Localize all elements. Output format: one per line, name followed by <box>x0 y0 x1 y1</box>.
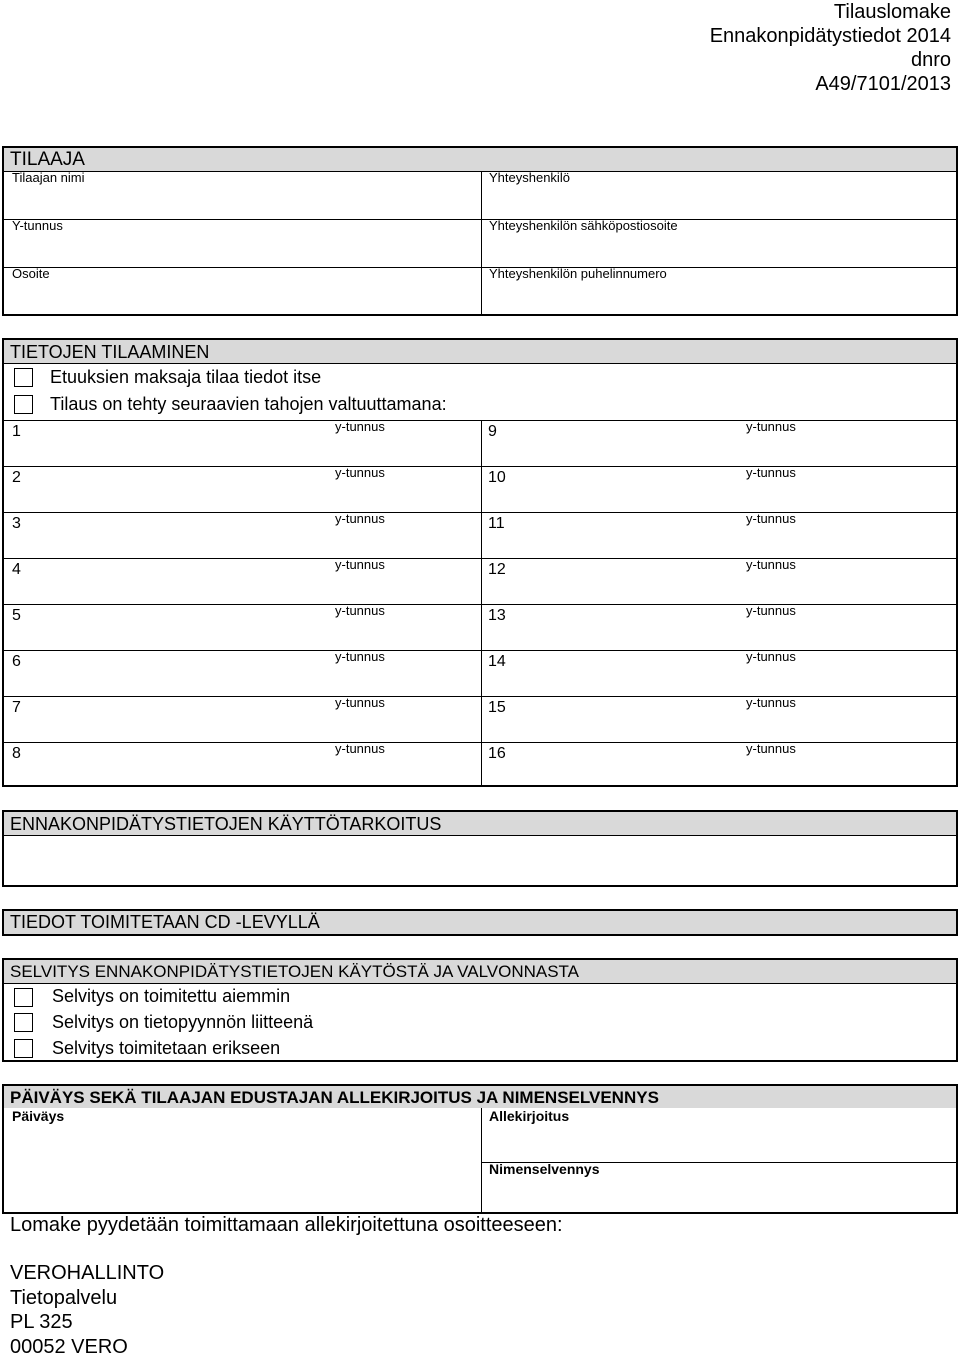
cd-section <box>2 909 958 936</box>
option-authorized-label: Tilaus on tehty seuraavien tahojen valtuuttamana: <box>50 394 447 414</box>
address-line-3: PL 325 <box>10 1311 73 1333</box>
row-number-4: 4 <box>12 561 21 578</box>
row-9-ytunnus-field[interactable]: y-tunnus <box>746 419 796 434</box>
row-number-9: 9 <box>488 423 497 440</box>
cd-title: TIEDOT TOIMITETAAN CD -LEVYLLÄ <box>4 911 956 934</box>
row-number-3: 3 <box>12 515 21 532</box>
contact-phone-field[interactable]: Yhteyshenkilön puhelinnumero <box>489 266 667 281</box>
allekirjoitus-section <box>2 1084 958 1214</box>
row-number-15: 15 <box>488 699 506 716</box>
kayttotarkoitus-input[interactable] <box>4 837 956 885</box>
selvitys-option3-checkbox[interactable] <box>14 1039 33 1058</box>
row-number-1: 1 <box>12 423 21 440</box>
option-authorized-checkbox[interactable] <box>14 395 33 414</box>
row-number-6: 6 <box>12 653 21 670</box>
tilaaminen-section <box>2 338 958 787</box>
option-self-checkbox[interactable] <box>14 368 33 387</box>
dnro-label: dnro <box>910 49 951 71</box>
row-11-ytunnus-field[interactable]: y-tunnus <box>746 511 796 526</box>
row-1-ytunnus-field[interactable]: y-tunnus <box>335 419 385 434</box>
date-field[interactable]: Päiväys <box>12 1108 65 1124</box>
row-16-ytunnus-field[interactable]: y-tunnus <box>746 741 796 756</box>
address-line-4: 00052 VERO <box>10 1336 128 1358</box>
row-5-ytunnus-field[interactable]: y-tunnus <box>335 603 385 618</box>
kayttotarkoitus-title: ENNAKONPIDÄTYSTIETOJEN KÄYTTÖTARKOITUS <box>4 812 956 836</box>
selvitys-option2-checkbox[interactable] <box>14 1013 33 1032</box>
footer-instruction: Lomake pyydetään toimittamaan allekirjoitettuna osoitteeseen: <box>10 1214 563 1236</box>
row-number-5: 5 <box>12 607 21 624</box>
row-10-ytunnus-field[interactable]: y-tunnus <box>746 465 796 480</box>
row-number-2: 2 <box>12 469 21 486</box>
row-13-ytunnus-field[interactable]: y-tunnus <box>746 603 796 618</box>
row-7-ytunnus-field[interactable]: y-tunnus <box>335 695 385 710</box>
row-6-ytunnus-field[interactable]: y-tunnus <box>335 649 385 664</box>
address-field[interactable]: Osoite <box>12 266 50 281</box>
signature-field[interactable]: Allekirjoitus <box>489 1108 570 1124</box>
row-number-16: 16 <box>488 745 506 762</box>
row-number-14: 14 <box>488 653 506 670</box>
tilaaminen-title: TIETOJEN TILAAMINEN <box>4 340 956 364</box>
address-line-2: Tietopalvelu <box>10 1287 118 1309</box>
selvitys-option1-label: Selvitys on toimitettu aiemmin <box>52 986 291 1006</box>
contact-email-field[interactable]: Yhteyshenkilön sähköpostiosoite <box>489 218 678 233</box>
row-number-8: 8 <box>12 745 21 762</box>
y-tunnus-field[interactable]: Y-tunnus <box>12 218 63 233</box>
selvitys-option1-checkbox[interactable] <box>14 988 33 1007</box>
option-self-label: Etuuksien maksaja tilaa tiedot itse <box>50 367 322 387</box>
row-15-ytunnus-field[interactable]: y-tunnus <box>746 695 796 710</box>
tilaaja-name-field[interactable]: Tilaajan nimi <box>12 170 85 185</box>
selvitys-title: SELVITYS ENNAKONPIDÄTYSTIETOJEN KÄYTÖSTÄ JA VALVONNASTA <box>4 960 956 984</box>
kayttotarkoitus-section <box>2 810 958 887</box>
tilaaja-title: TILAAJA <box>4 148 956 172</box>
name-clarification-field[interactable]: Nimenselvennys <box>489 1161 600 1177</box>
row-12-ytunnus-field[interactable]: y-tunnus <box>746 557 796 572</box>
row-number-12: 12 <box>488 561 506 578</box>
form-subtitle: Ennakonpidätystiedot 2014 <box>709 25 951 47</box>
row-4-ytunnus-field[interactable]: y-tunnus <box>335 557 385 572</box>
selvitys-option2-label: Selvitys on tietopyynnön liitteenä <box>52 1012 314 1032</box>
document-header <box>710 0 951 96</box>
row-14-ytunnus-field[interactable]: y-tunnus <box>746 649 796 664</box>
row-8-ytunnus-field[interactable]: y-tunnus <box>335 741 385 756</box>
row-number-11: 11 <box>488 515 505 532</box>
row-number-13: 13 <box>488 607 506 624</box>
allekirjoitus-title: PÄIVÄYS SEKÄ TILAAJAN EDUSTAJAN ALLEKIRJOITUS JA NIMENSELVENNYS <box>4 1086 956 1108</box>
row-2-ytunnus-field[interactable]: y-tunnus <box>335 465 385 480</box>
selvitys-option3-label: Selvitys toimitetaan erikseen <box>52 1038 281 1058</box>
tilaaja-section <box>2 146 958 316</box>
form-title: Tilauslomake <box>833 1 951 23</box>
dnro-value: A49/7101/2013 <box>815 73 951 95</box>
selvitys-section <box>2 958 958 1062</box>
address-line-1: VEROHALLINTO <box>10 1262 165 1284</box>
row-number-7: 7 <box>12 699 21 716</box>
row-3-ytunnus-field[interactable]: y-tunnus <box>335 511 385 526</box>
row-number-10: 10 <box>488 469 506 486</box>
contact-person-field[interactable]: Yhteyshenkilö <box>489 170 570 185</box>
